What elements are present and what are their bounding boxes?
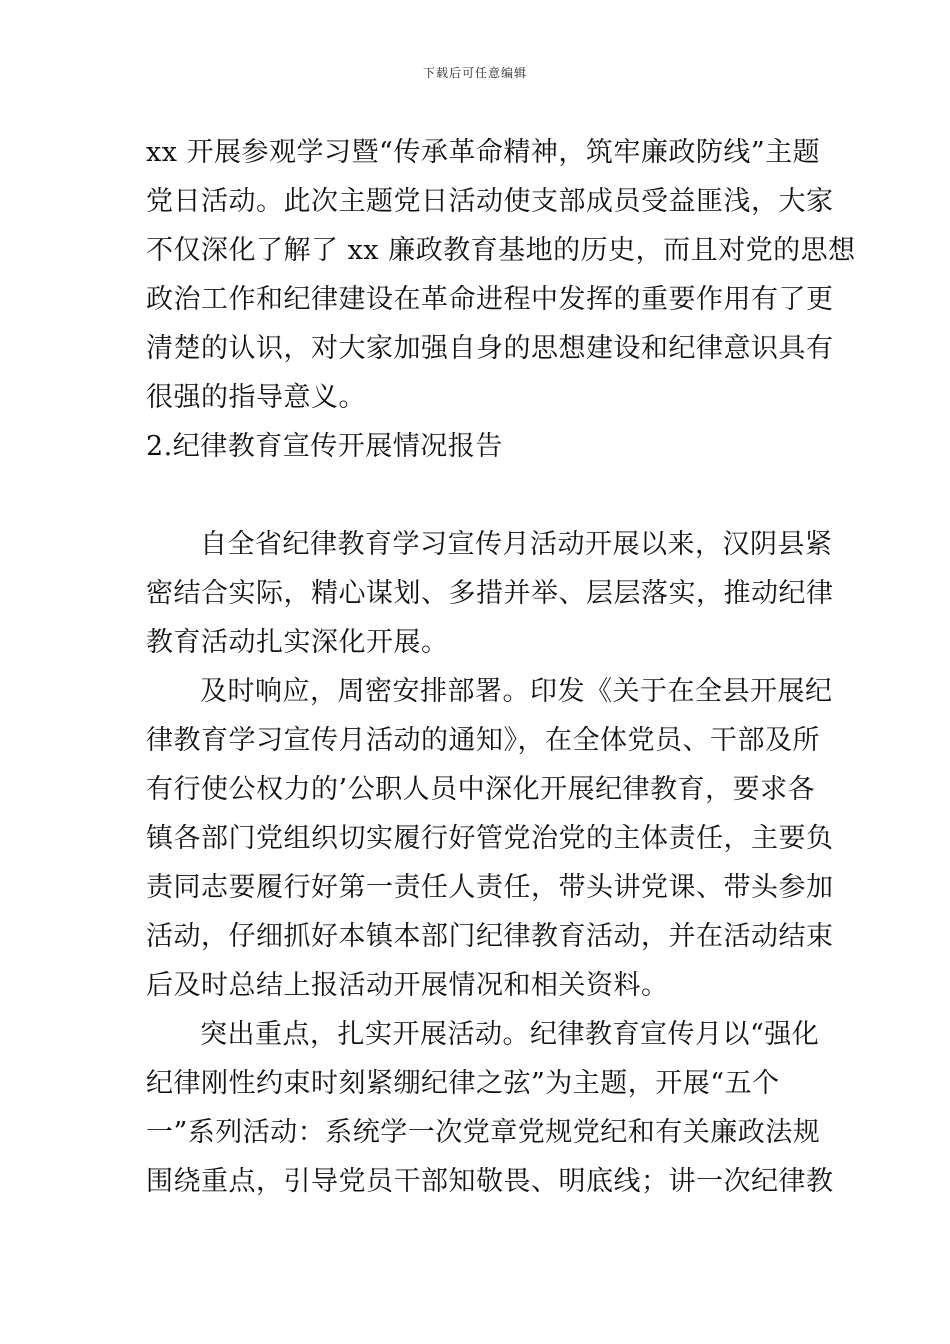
header-note: 下载后可任意编辑: [422, 66, 527, 80]
section-heading: 2.纪律教育宣传开展情况报告: [146, 431, 503, 462]
text-line: 律教育学习宣传月活动的通知》，在全体党员、干部及所: [146, 725, 820, 756]
text-line: 政治工作和纪律建设在革命进程中发挥的重要作用有了更: [146, 284, 834, 315]
text-line: 后及时总结上报活动开展情况和相关资料。: [146, 970, 669, 1001]
text-line: 突出重点，扎实开展活动。纪律教育宣传月以“强化: [200, 1019, 820, 1050]
text-line: 教育活动扎实深化开展。: [146, 627, 449, 658]
text-line: 一”系列活动：系统学一次党章党规党纪和有关廉政法规: [146, 1117, 821, 1148]
text-line: 党日活动。此次主题党日活动使支部成员受益匪浅，大家: [146, 186, 834, 217]
text-line: 密结合实际，精心谋划、多措并举、层层落实，推动纪律: [146, 578, 834, 609]
text-line: xx 开展参观学习暨“传承革命精神，筑牢廉政防线”主题: [146, 137, 821, 168]
text-line: 纪律刚性约束时刻紧绷纪律之弦”为主题，开展“五个: [146, 1068, 780, 1099]
text-line: 围绕重点，引导党员干部知敬畏、明底线；讲一次纪律教: [146, 1166, 834, 1197]
text-line: 责同志要履行好第一责任人责任，带头讲党课、带头参加: [146, 872, 834, 903]
text-line: 镇各部门党组织切实履行好管党治党的主体责任，主要负: [146, 823, 834, 854]
text-line: 不仅深化了解了 xx 廉政教育基地的历史，而且对党的思想: [146, 235, 856, 266]
text-line: 清楚的认识，对大家加强自身的思想建设和纪律意识具有: [146, 333, 834, 364]
text-line: 活动，仔细抓好本镇本部门纪律教育活动，并在活动结束: [146, 921, 834, 952]
text-line: 很强的指导意义。: [146, 382, 366, 413]
text-line: 及时响应，周密安排部署。印发《关于在全县开展纪: [200, 676, 833, 707]
blank-line: [146, 471, 808, 520]
text-line: 有行使公权力的’公职人员中深化开展纪律教育，要求各: [146, 774, 816, 805]
text-line: 自全省纪律教育学习宣传月活动开展以来，汉阴县紧: [200, 529, 833, 560]
document-body: [146, 128, 856, 1206]
